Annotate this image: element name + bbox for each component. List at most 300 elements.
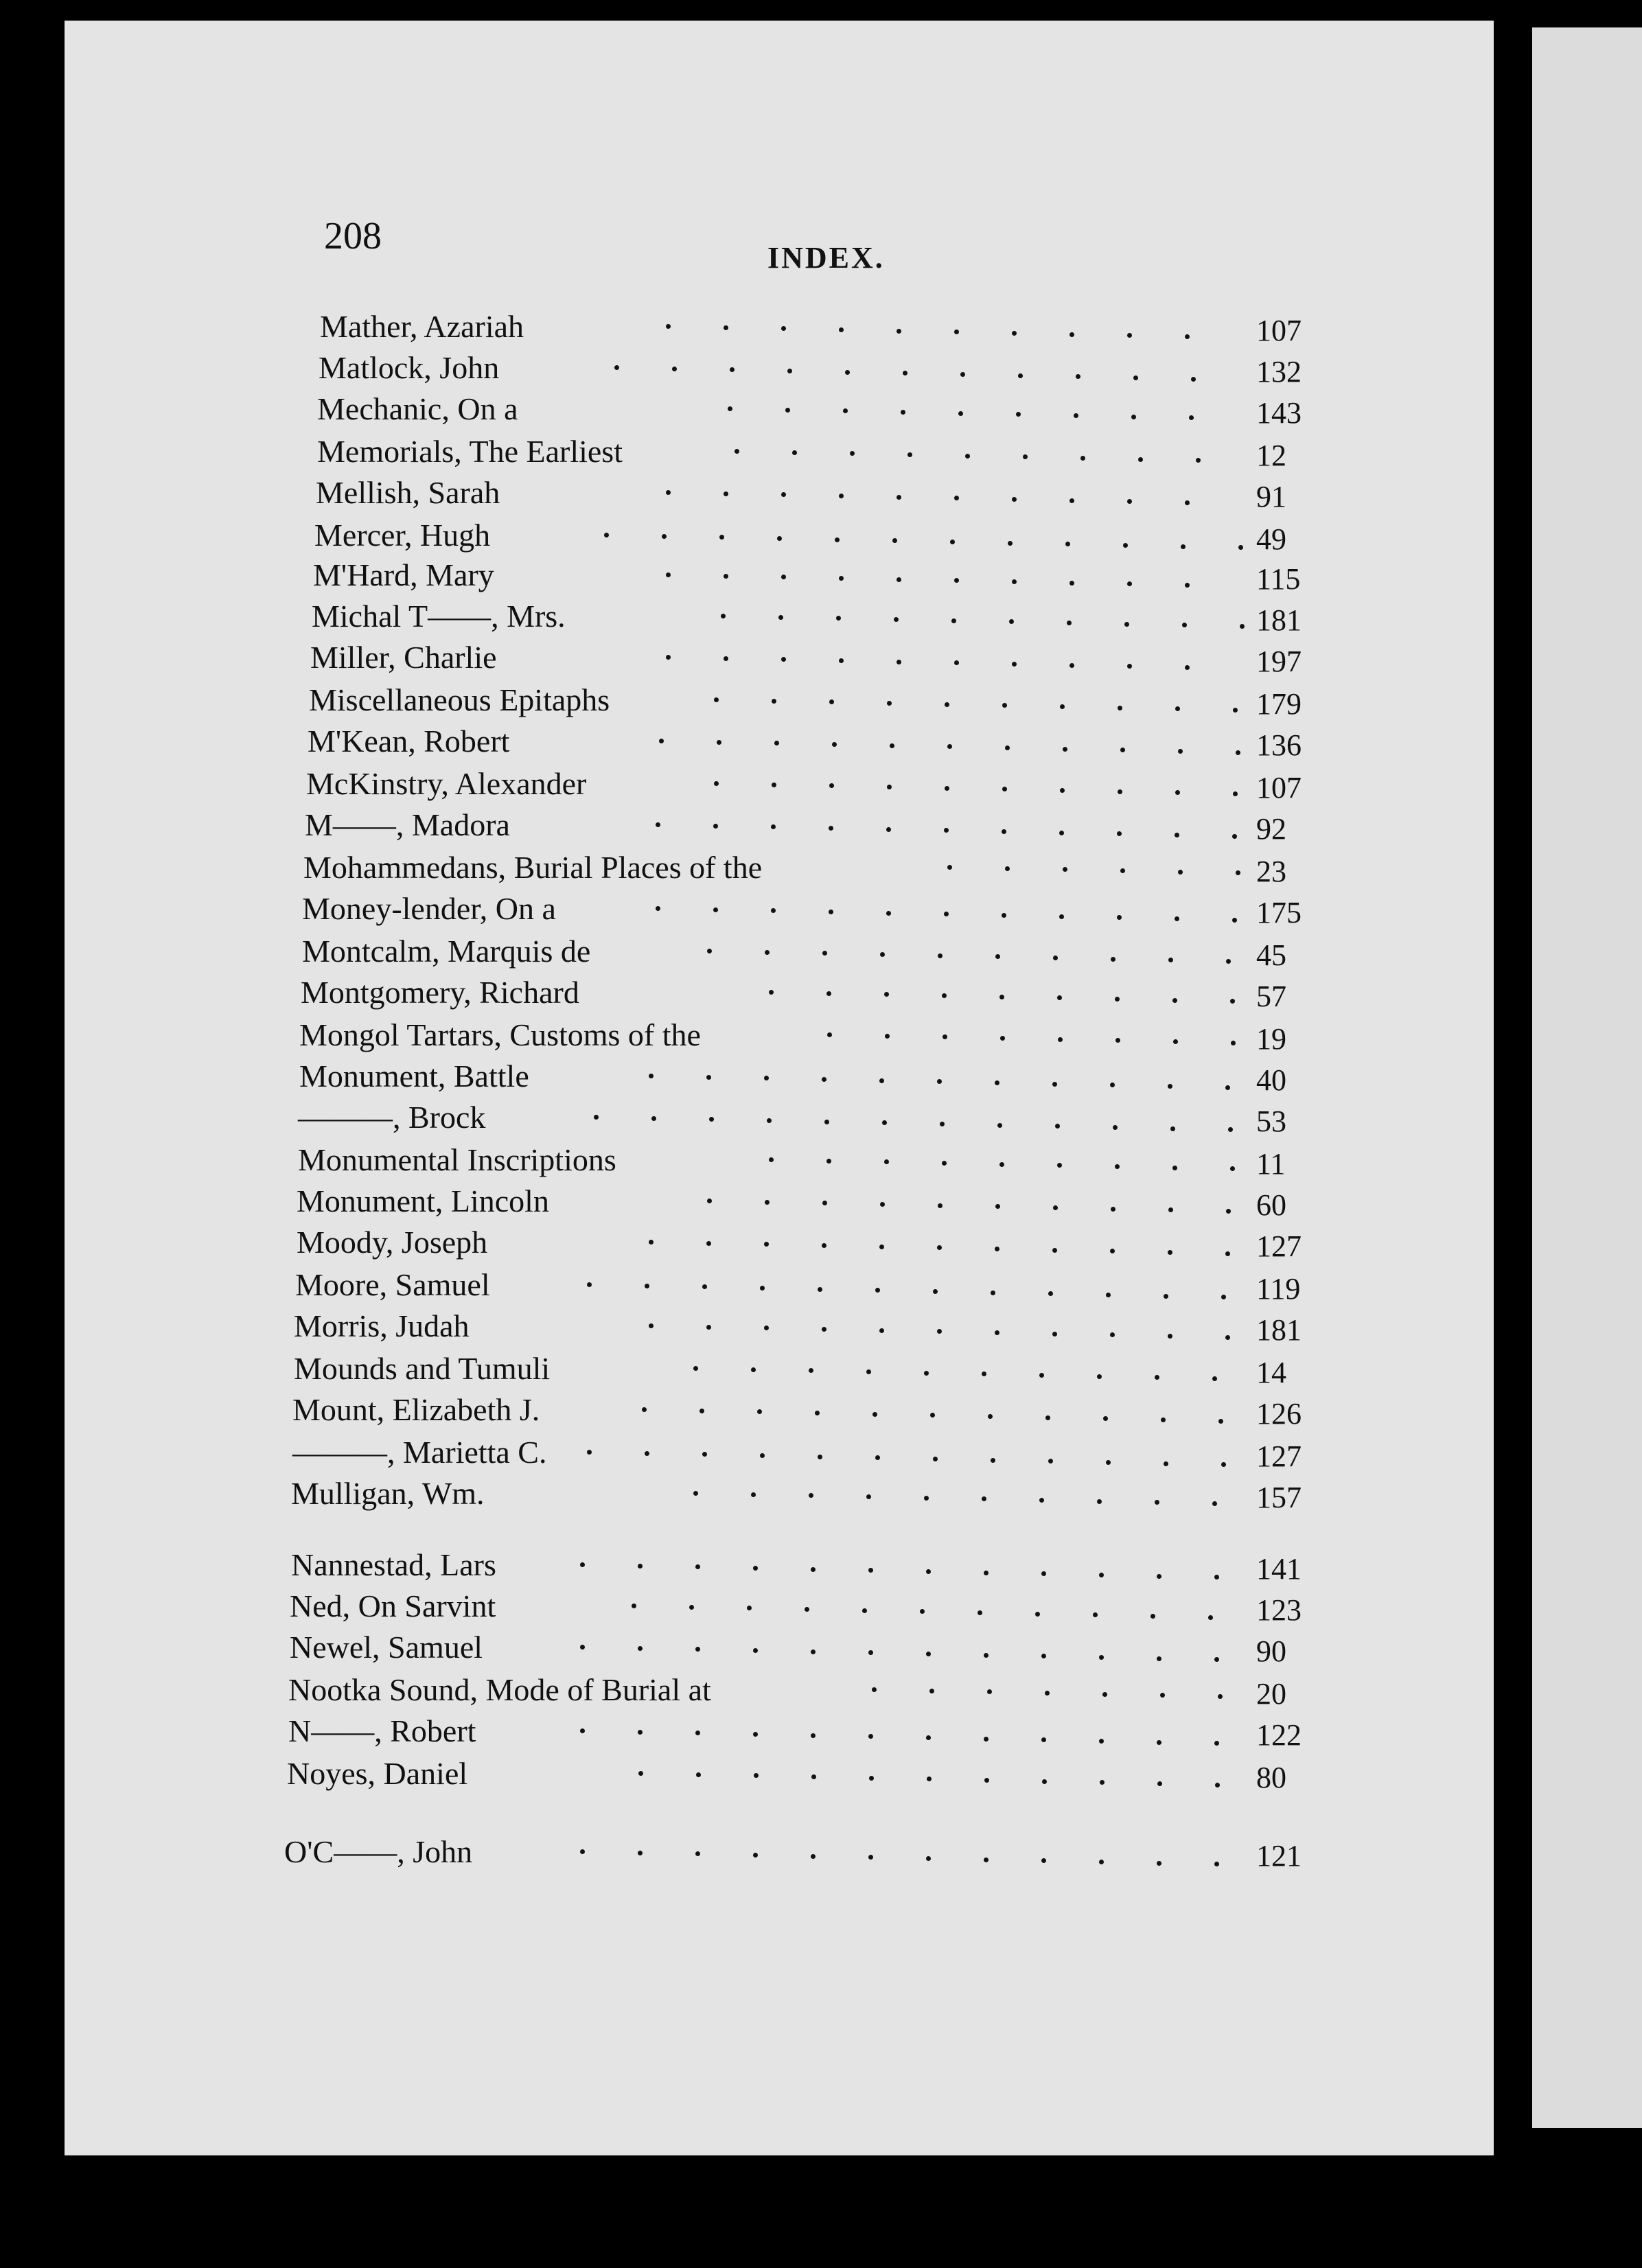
leader-dot bbox=[760, 1286, 765, 1291]
leader-dot bbox=[1124, 622, 1129, 627]
leader-dot bbox=[1069, 581, 1074, 586]
leader-dot bbox=[826, 1159, 831, 1164]
leader-dot bbox=[649, 1240, 654, 1245]
leader-dot bbox=[580, 1728, 585, 1733]
leader-dot bbox=[1215, 1783, 1220, 1787]
leader-dot bbox=[1059, 831, 1064, 835]
leader-dot bbox=[930, 1413, 935, 1418]
leader-dot bbox=[995, 1247, 999, 1251]
leader-dot bbox=[1157, 1861, 1161, 1866]
leader-dot bbox=[903, 371, 907, 375]
leader-dot bbox=[1150, 1614, 1155, 1619]
entry-page-number: 136 bbox=[1256, 728, 1302, 762]
entry-name: M——, Madora bbox=[305, 807, 510, 842]
leader-dot bbox=[1226, 1209, 1231, 1214]
entry-page-number: 127 bbox=[1256, 1229, 1302, 1263]
leader-dot bbox=[836, 616, 841, 621]
leader-dot bbox=[879, 1328, 884, 1333]
entry-page-number: 107 bbox=[1256, 314, 1302, 347]
leader-dot bbox=[1133, 375, 1138, 380]
leader-dot bbox=[1127, 333, 1132, 338]
leader-dot bbox=[1168, 1084, 1172, 1089]
entry-page-number: 40 bbox=[1256, 1063, 1286, 1097]
leader-dot bbox=[724, 491, 728, 496]
leader-dot bbox=[638, 1771, 643, 1776]
leader-dot bbox=[1048, 1291, 1053, 1296]
leader-dot bbox=[1131, 415, 1136, 419]
entry-page-number: 92 bbox=[1256, 812, 1286, 846]
leader-dot bbox=[875, 1288, 880, 1293]
leader-dot bbox=[1041, 1858, 1046, 1863]
leader-dot bbox=[832, 742, 837, 747]
leader-dot bbox=[1236, 870, 1240, 875]
leader-dot bbox=[753, 1732, 758, 1737]
leader-dot bbox=[1157, 1781, 1162, 1786]
leader-dot bbox=[897, 660, 901, 664]
leader-dot bbox=[965, 454, 970, 459]
leader-dot bbox=[1233, 708, 1238, 713]
leader-dot bbox=[1228, 1127, 1233, 1132]
leader-dot bbox=[594, 1115, 599, 1120]
leader-dot bbox=[764, 1242, 769, 1247]
leader-dot bbox=[1052, 1332, 1057, 1336]
leader-dot bbox=[1160, 1693, 1165, 1698]
leader-dot bbox=[1060, 704, 1065, 709]
entry-page-number: 45 bbox=[1256, 938, 1286, 972]
leader-dot bbox=[1120, 868, 1125, 873]
leader-dot bbox=[580, 1645, 585, 1650]
leader-dot bbox=[587, 1450, 592, 1455]
entry-name: Memorials, The Earliest bbox=[317, 434, 623, 469]
leader-dot bbox=[1002, 913, 1006, 918]
leader-dot bbox=[1069, 663, 1074, 668]
entry-page-number: 19 bbox=[1256, 1022, 1286, 1056]
leader-dot bbox=[1052, 1248, 1057, 1253]
leader-dot bbox=[997, 1123, 1002, 1128]
leader-dot bbox=[772, 783, 776, 787]
entry-name: Mount, Elizabeth J. bbox=[292, 1392, 540, 1427]
entry-page-number: 49 bbox=[1256, 522, 1286, 556]
leader-dot bbox=[1233, 791, 1238, 796]
leader-dot bbox=[885, 1034, 890, 1039]
leader-dot bbox=[765, 1200, 770, 1205]
leader-dot bbox=[924, 1371, 929, 1376]
leader-dot bbox=[1191, 377, 1196, 382]
leader-dot bbox=[869, 1776, 874, 1781]
leader-dot bbox=[1106, 1293, 1111, 1297]
leader-dot bbox=[754, 1773, 759, 1778]
leader-dot bbox=[1100, 1780, 1105, 1785]
leader-dot bbox=[1039, 1498, 1044, 1503]
leader-dot bbox=[822, 1243, 826, 1248]
leader-dot bbox=[879, 1078, 884, 1083]
leader-dot bbox=[1196, 458, 1201, 463]
entry-page-number: 20 bbox=[1256, 1677, 1286, 1711]
leader-dot bbox=[875, 1455, 880, 1460]
entry-name: ———, Brock bbox=[298, 1100, 486, 1135]
leader-dot bbox=[938, 1203, 943, 1208]
leader-dot bbox=[1155, 1375, 1159, 1380]
leader-dot bbox=[713, 824, 718, 829]
leader-dot bbox=[1069, 498, 1074, 503]
leader-dot bbox=[1110, 1249, 1115, 1253]
leader-dot bbox=[781, 492, 786, 497]
entry-page-number: 197 bbox=[1256, 645, 1302, 678]
leader-dot bbox=[920, 1609, 925, 1614]
leader-dot bbox=[580, 1849, 585, 1854]
leader-dot bbox=[1231, 1041, 1236, 1045]
leader-dot bbox=[937, 1245, 942, 1250]
leader-dot bbox=[1103, 1416, 1108, 1421]
leader-dot bbox=[886, 911, 891, 916]
leader-dot bbox=[811, 1650, 816, 1654]
leader-dot bbox=[887, 785, 892, 789]
leader-dot bbox=[769, 990, 774, 995]
leader-dot bbox=[1175, 706, 1180, 711]
leader-dot bbox=[706, 1241, 711, 1246]
leader-dot bbox=[1060, 788, 1065, 793]
entry-name: Monumental Inscriptions bbox=[298, 1142, 616, 1177]
entry-page-number: 107 bbox=[1256, 771, 1302, 805]
leader-dot bbox=[781, 326, 786, 331]
leader-dot bbox=[984, 1737, 988, 1741]
leader-dot bbox=[829, 699, 834, 704]
leader-dot bbox=[753, 1853, 758, 1858]
leader-dot bbox=[818, 1287, 822, 1292]
leader-dot bbox=[645, 1451, 649, 1456]
leader-dot bbox=[614, 365, 619, 370]
leader-dot bbox=[1074, 413, 1078, 418]
leader-dot bbox=[1236, 750, 1240, 755]
entry-name: Newel, Samuel bbox=[290, 1630, 483, 1665]
leader-dot bbox=[995, 1204, 1000, 1209]
leader-dot bbox=[1110, 1083, 1115, 1087]
leader-dot bbox=[1008, 541, 1013, 546]
leader-dot bbox=[944, 828, 949, 833]
entry-name: Mercer, Hugh bbox=[314, 518, 491, 553]
leader-dot bbox=[984, 1858, 988, 1862]
leader-dot bbox=[811, 1567, 816, 1572]
entry-page-number: 181 bbox=[1256, 1313, 1302, 1347]
leader-dot bbox=[1099, 1573, 1104, 1577]
entry-name: Montcalm, Marquis de bbox=[302, 934, 591, 969]
leader-dot bbox=[724, 656, 728, 661]
leader-dot bbox=[1232, 918, 1237, 923]
leader-dot bbox=[1080, 456, 1085, 461]
leader-dot bbox=[1168, 1334, 1172, 1339]
leader-dot bbox=[1118, 789, 1122, 794]
leader-dot bbox=[649, 1323, 654, 1328]
leader-dot bbox=[1012, 662, 1017, 667]
entry-name: Morris, Judah bbox=[294, 1308, 470, 1343]
leader-dot bbox=[707, 1199, 712, 1203]
leader-dot bbox=[982, 1496, 986, 1501]
leader-dot bbox=[937, 1079, 942, 1084]
leader-dot bbox=[907, 452, 912, 457]
leader-dot bbox=[1230, 999, 1235, 1004]
entry-page-number: 60 bbox=[1256, 1188, 1286, 1222]
entry-name: Noyes, Daniel bbox=[287, 1756, 468, 1791]
leader-dot bbox=[1185, 500, 1190, 505]
entry-name: Money-lender, On a bbox=[302, 891, 556, 926]
leader-dot bbox=[811, 1774, 816, 1779]
leader-dot bbox=[890, 743, 894, 748]
leader-dot bbox=[1238, 545, 1243, 550]
leader-dot bbox=[926, 1652, 931, 1656]
leader-dot bbox=[1172, 1166, 1177, 1170]
leader-dot bbox=[792, 450, 797, 455]
leader-dot bbox=[995, 954, 1000, 959]
leader-dot bbox=[884, 992, 889, 997]
leader-dot bbox=[866, 1494, 871, 1499]
leader-dot bbox=[882, 1120, 887, 1125]
leader-dot bbox=[1005, 866, 1010, 871]
leader-dot bbox=[1225, 1335, 1230, 1340]
leader-dot bbox=[1067, 621, 1072, 625]
leader-dot bbox=[1041, 1654, 1046, 1658]
leader-dot bbox=[1225, 1085, 1230, 1090]
leader-dot bbox=[1138, 457, 1143, 462]
leader-dot bbox=[940, 1122, 945, 1126]
leader-dot bbox=[1127, 499, 1132, 504]
leader-dot bbox=[707, 949, 712, 953]
leader-dot bbox=[1113, 1125, 1118, 1130]
leader-dot bbox=[693, 1491, 698, 1496]
leader-dot bbox=[1057, 995, 1062, 1000]
leader-dot bbox=[1214, 1575, 1219, 1579]
entry-name: Michal T——, Mrs. bbox=[312, 599, 566, 634]
leader-dot bbox=[868, 1650, 873, 1655]
entry-name: Mellish, Sarah bbox=[316, 475, 500, 510]
leader-dot bbox=[942, 1161, 947, 1166]
entry-page-number: 157 bbox=[1256, 1481, 1302, 1514]
leader-dot bbox=[815, 1411, 820, 1415]
leader-dot bbox=[950, 540, 955, 544]
leader-dot bbox=[1172, 998, 1177, 1003]
entry-page-number: 179 bbox=[1256, 687, 1302, 721]
leader-dot bbox=[999, 995, 1004, 999]
leader-dot bbox=[995, 1080, 999, 1085]
leader-dot bbox=[753, 1566, 758, 1571]
leader-dot bbox=[771, 824, 776, 829]
leader-dot bbox=[1041, 1571, 1046, 1576]
leader-dot bbox=[811, 1733, 816, 1738]
entry-page-number: 141 bbox=[1256, 1552, 1302, 1586]
leader-dot bbox=[1127, 581, 1132, 586]
leader-dot bbox=[947, 744, 952, 749]
leader-dot bbox=[753, 1648, 758, 1653]
leader-dot bbox=[778, 615, 783, 620]
leader-dot bbox=[666, 490, 671, 495]
leader-dot bbox=[999, 1162, 1004, 1167]
leader-dot bbox=[1175, 916, 1179, 921]
entry-page-number: 53 bbox=[1256, 1104, 1286, 1138]
leader-dot bbox=[809, 1368, 813, 1373]
leader-dot bbox=[695, 1647, 700, 1652]
leader-dot bbox=[868, 1568, 873, 1573]
leader-dot bbox=[757, 1409, 762, 1414]
leader-dot bbox=[868, 1734, 873, 1739]
leader-dot bbox=[1057, 1163, 1062, 1168]
leader-dot bbox=[880, 952, 885, 957]
leader-dot bbox=[1230, 1166, 1235, 1171]
entry-page-number: 123 bbox=[1256, 1593, 1302, 1627]
leader-dot bbox=[809, 1493, 813, 1498]
leader-dot bbox=[764, 1076, 769, 1080]
leader-dot bbox=[1218, 1419, 1223, 1424]
leader-dot bbox=[927, 1777, 932, 1781]
leader-dot bbox=[649, 1074, 654, 1078]
leader-dot bbox=[772, 699, 776, 704]
leader-dot bbox=[1063, 867, 1067, 872]
leader-dot bbox=[951, 618, 956, 623]
leader-dot bbox=[822, 1077, 826, 1082]
leader-dot bbox=[638, 1646, 643, 1651]
entry-page-number: 143 bbox=[1256, 396, 1302, 430]
leader-dot bbox=[818, 1455, 822, 1459]
leader-dot bbox=[1063, 747, 1067, 752]
entry-name: M'Hard, Mary bbox=[313, 557, 494, 592]
leader-dot bbox=[666, 324, 671, 329]
leader-dot bbox=[1016, 412, 1021, 417]
leader-dot bbox=[943, 1034, 947, 1039]
leader-dot bbox=[709, 1117, 714, 1122]
leader-dot bbox=[924, 1496, 929, 1501]
leader-dot bbox=[638, 1730, 643, 1735]
leader-dot bbox=[781, 575, 786, 579]
entry-name: N——, Robert bbox=[288, 1713, 476, 1748]
leader-dot bbox=[1155, 1500, 1159, 1505]
entry-name: Matlock, John bbox=[319, 350, 500, 385]
leader-dot bbox=[926, 1856, 931, 1861]
leader-dot bbox=[872, 1412, 877, 1417]
leader-dot bbox=[1012, 497, 1017, 502]
leader-dot bbox=[862, 1608, 867, 1613]
leader-dot bbox=[1041, 1737, 1046, 1742]
entry-page-number: 122 bbox=[1256, 1718, 1302, 1752]
leader-dot bbox=[1093, 1612, 1098, 1617]
leader-dot bbox=[1039, 1373, 1044, 1378]
leader-dot bbox=[1009, 619, 1014, 624]
page-number: 208 bbox=[324, 215, 382, 257]
leader-dot bbox=[1189, 415, 1194, 420]
leader-dot bbox=[1055, 1124, 1060, 1129]
entry-name: M'Kean, Robert bbox=[308, 724, 510, 759]
leader-dot bbox=[666, 572, 671, 577]
leader-dot bbox=[777, 536, 782, 541]
entry-name: Nootka Sound, Mode of Burial at bbox=[288, 1672, 711, 1707]
entry-page-number: 126 bbox=[1256, 1397, 1302, 1431]
leader-dot bbox=[1005, 745, 1010, 750]
leader-dot bbox=[1226, 959, 1231, 964]
leader-dot bbox=[1164, 1461, 1168, 1466]
leader-dot bbox=[1058, 1037, 1063, 1042]
leader-dot bbox=[1035, 1612, 1040, 1617]
entry-page-number: 23 bbox=[1256, 855, 1286, 888]
entry-page-number: 119 bbox=[1256, 1272, 1301, 1306]
entry-page-number: 14 bbox=[1256, 1356, 1286, 1389]
entry-name: Mechanic, On a bbox=[317, 391, 518, 426]
leader-dot bbox=[1127, 664, 1132, 669]
leader-dot bbox=[695, 1564, 700, 1569]
entry-name: O'C——, John bbox=[284, 1834, 473, 1869]
leader-dot bbox=[714, 781, 719, 786]
entry-page-number: 12 bbox=[1256, 439, 1286, 472]
leader-dot bbox=[984, 1778, 989, 1783]
leader-dot bbox=[978, 1610, 982, 1615]
leader-dot bbox=[1048, 1459, 1053, 1463]
leader-dot bbox=[1225, 1251, 1230, 1256]
leader-dot bbox=[897, 577, 901, 582]
leader-dot bbox=[1099, 1655, 1104, 1660]
leader-dot bbox=[1214, 1862, 1219, 1866]
leader-dot bbox=[747, 1606, 752, 1610]
leader-dot bbox=[651, 1116, 656, 1121]
leader-dot bbox=[884, 1159, 889, 1164]
leader-dot bbox=[1218, 1694, 1223, 1699]
leader-dot bbox=[1018, 373, 1023, 378]
leader-dot bbox=[868, 1855, 873, 1860]
leader-dot bbox=[1178, 870, 1183, 875]
leader-dot bbox=[835, 537, 840, 542]
entry-name: Mather, Azariah bbox=[320, 309, 524, 344]
leader-dot bbox=[1053, 1205, 1058, 1210]
leader-dot bbox=[937, 1329, 942, 1334]
leader-dot bbox=[829, 910, 833, 914]
leader-dot bbox=[656, 822, 660, 827]
entry-page-number: 57 bbox=[1256, 980, 1286, 1013]
leader-dot bbox=[954, 660, 959, 665]
leader-dot bbox=[1168, 1250, 1172, 1255]
leader-dot bbox=[706, 1075, 711, 1080]
entry-name: Mongol Tartars, Customs of the bbox=[299, 1017, 701, 1052]
entry-page-number: 11 bbox=[1256, 1147, 1286, 1181]
leader-dot bbox=[995, 1330, 999, 1335]
leader-dot bbox=[714, 697, 719, 702]
entry-name: Montgomery, Richard bbox=[301, 975, 579, 1010]
leader-dot bbox=[580, 1562, 585, 1567]
leader-dot bbox=[960, 372, 965, 377]
entry-name: Mohammedans, Burial Places of the bbox=[303, 850, 763, 885]
leader-dot bbox=[933, 1289, 938, 1294]
leader-dot bbox=[1102, 1692, 1107, 1697]
leader-dot bbox=[706, 1325, 711, 1330]
leader-dot bbox=[1000, 1036, 1005, 1041]
leader-dot bbox=[656, 906, 660, 911]
leader-dot bbox=[1161, 1418, 1166, 1422]
leader-dot bbox=[1185, 665, 1190, 670]
leader-dot bbox=[879, 1245, 884, 1249]
leader-dot bbox=[958, 411, 963, 416]
leader-dot bbox=[730, 367, 735, 372]
leader-dot bbox=[954, 496, 959, 500]
leader-dot bbox=[1106, 1460, 1111, 1465]
leader-dot bbox=[719, 535, 724, 540]
leader-dot bbox=[1178, 749, 1183, 754]
leader-dot bbox=[1212, 1376, 1217, 1381]
leader-dot bbox=[642, 1407, 647, 1412]
leader-dot bbox=[947, 865, 952, 870]
leader-dot bbox=[1012, 579, 1017, 584]
leader-dot bbox=[887, 701, 892, 706]
leader-dot bbox=[829, 783, 834, 788]
leader-dot bbox=[1221, 1295, 1226, 1299]
entry-page-number: 80 bbox=[1256, 1761, 1286, 1794]
leader-dot bbox=[1052, 1082, 1057, 1087]
leader-dot bbox=[713, 907, 718, 912]
leader-dot bbox=[839, 658, 844, 663]
leader-dot bbox=[1157, 1740, 1161, 1745]
